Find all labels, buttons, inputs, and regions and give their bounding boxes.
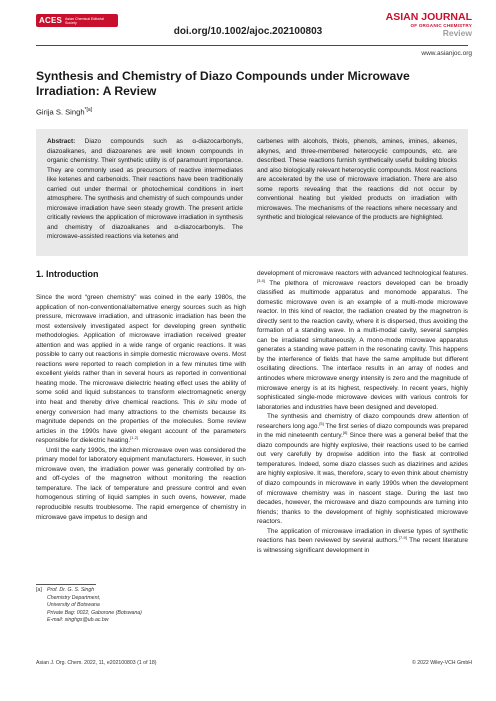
author-affiliation-mark: *[a] <box>84 107 93 113</box>
paragraph-text: Until the early 1990s, the kitchen microwave oven was considered the primary model for laboratory equipment manufacturers. However, in such microwave oven, the irradiation power was generally controlled by on- and off-cycles of the magnetron without monitoring the reaction temperature. The lack of temperature and pressure control and even homogenous stirring of liquid samples in such ovens, however, made reproducible results troublesome. The rapid emergence of chemistry in microwave gave impetus to design and <box>36 446 246 521</box>
abstract-text-left: Diazo compounds such as α-diazocarbonyls, diazoalkanes, and diazoarenes are well known compounds in organic chemistry. Their synthetic utility is of paramount importance. They are commonly used as precursors of reactive intermediates like ketenes and carbenoids. Their reactions have been traditionally carried out under thermal or photochemical conditions in inert atmosphere. The synthesis and chemistry of such compounds under microwave irradiation have seen steady growth. The present article critically reviews the application of microwave irradiation in synthesis and chemistry of diazoalkanes and α-diazocarbonyls. The microwave-assisted reactions via ketenes and <box>47 138 243 240</box>
journal-name: ASIAN JOURNAL <box>385 11 472 23</box>
doi-link[interactable]: doi.org/10.1002/ajoc.202100803 <box>173 26 323 37</box>
paragraph <box>257 269 468 412</box>
paragraph <box>257 527 468 556</box>
aces-logo-text: ACES <box>39 16 63 25</box>
aces-logo <box>36 14 118 27</box>
paragraph <box>36 293 246 446</box>
footnote-line: University of Botswana <box>47 602 100 609</box>
paragraph-text: The synthesis and chemistry of diazo compounds drew attention of researchers long ago. <box>257 413 468 430</box>
italic-term: in situ <box>198 399 218 407</box>
body-right-column <box>257 269 468 555</box>
paragraph <box>36 446 246 522</box>
citation-ref[interactable]: [7-9] <box>398 535 407 541</box>
citation-ref[interactable]: [3,4] <box>257 277 265 283</box>
paragraph-text: The plethora of microwave reactors developed can be broadly classified as multimode apparatus and monomode apparatus. The domestic microwave oven is an example of a multi-mode microwave reactor. In this kind of reactor, the radiation created by the magnetron is directly sent to the reaction cavity, where it is dispersed, thus avoiding the formation of a standing wave. In a multi-modal cavity, several samples can be irradiated simultaneously. A mono-mode microwave apparatus generates a standing wave pattern in the resonating cavity. This happens by the interference of fields that have the same amplitude but different oscillating directions. The interface results in an array of nodes and antinodes where microwave energy intensity is zero and the magnitude of microwave energy is at its highest, respectively. In recent years, highly sophisticated single-mode microwave devices with various controls for laboratories and industries have been designed and developed. <box>257 279 468 411</box>
paragraph-text: Since there was a general belief that the diazo compounds are highly explosive, their reactions used to be carried out very carefully by dropwise addition into the flask at controlled temperatures. Indeed, some diazo classes such as diazirines and azides are highly explosive. It was, therefore, scary to even think about chemistry of diazo compounds in microwave in early 1990s when the development of microwave chemistry was in nascent stage. During the last two decades, however, the microwave and diazo compounds are turning into friends; thanks to the development of highly sophisticated microwave reactors. <box>257 432 468 526</box>
citation-ref[interactable]: [5] <box>319 420 324 426</box>
author-line <box>36 107 92 117</box>
abstract-right-column <box>257 137 457 223</box>
footnote-rule <box>36 584 96 585</box>
article-type: Review <box>442 28 472 38</box>
citation-ref[interactable]: [6] <box>342 430 348 436</box>
author-name: Girija S. Singh <box>36 107 85 117</box>
journal-subname: OF ORGANIC CHEMISTRY <box>410 23 472 28</box>
page-footer-copyright: © 2022 Wiley-VCH GmbH <box>411 660 472 666</box>
journal-website-link[interactable]: www.asianjoc.org <box>421 50 472 57</box>
footnote-email[interactable]: E-mail: singhgs@ub.ac.bw <box>47 617 109 624</box>
abstract-box <box>36 129 468 256</box>
abstract-left-column <box>47 137 243 242</box>
paragraph-text: development of microwave reactors with advanced technological features. <box>257 270 468 277</box>
footnote-mark: [a] <box>36 587 42 593</box>
page-footer-citation: Asian J. Org. Chem. 2022, 11, e202100803 (1 of 18) <box>36 660 157 666</box>
section-heading: 1. Introduction <box>36 269 99 279</box>
paragraph-text: mode of energy conversion had many attractions to the chemists because its magnitude depends on the properties of the molecules. Some review articles in the 1990s have given elegant account of the parameters responsible for dielectric heating. <box>36 399 247 445</box>
citation-ref[interactable]: [1,2] <box>130 435 138 441</box>
footnote-line: Prof. Dr. G. S. Singh <box>47 587 95 593</box>
footnote-line: Private Bag: 0022, Gaborone (Botswana) <box>47 609 142 616</box>
paragraph <box>257 412 468 527</box>
body-left-column <box>36 293 246 522</box>
journal-logo <box>386 12 472 38</box>
abstract-label: Abstract: <box>47 138 76 145</box>
paragraph-text: The recent literature is witnessing significant development in <box>257 537 468 554</box>
header-rule <box>36 45 468 46</box>
footnote-line: Chemistry Department, <box>47 594 101 601</box>
paragraph-text: Since the word “green chemistry” was coined in the early 1980s, the application of non-conventional/alternative energy sources such as high pressure, microwave irradiation, and ultrasonic irradiation has been the most extensively investigated aspect for developing green synthetic methodologies. Application of microwave irradiation received greater attention and was applied in a wide range of organic reactions. It was possible to carry out reactions in simple domestic microwave ovens. Most reactions were reported to reach completion in a few minutes time with excellent yields rather than in several hours as reported in conventional heating mode. The microwave dielectric heating effect uses the ability of some solid and liquid substances to transform electromagnetic energy into heat and thereby drive chemical reactions. This <box>36 294 246 407</box>
article-title: Synthesis and Chemistry of Diazo Compounds under Microwave Irradiation: A Review <box>36 69 410 98</box>
abstract-text-right: carbenes with alcohols, thiols, phenols, amines, imines, alkenes, alkynes, and three-membered heterocyclic compounds, etc. are described. These reactions furnish synthetically useful building blocks and also biologically relevant heterocyclic compounds. Most reactions are accelerated by the use of microwave irradiation. There are also some reports revealing that the reactions did not occur by conventional heating but yielded products on irradiation with microwaves. The mechanisms of the reactions where necessary and synthetic and biological relevance of the products are highlighted. <box>257 138 457 221</box>
paragraph-text: The first series of diazo compounds was prepared in the mid nineteenth century. <box>257 422 468 440</box>
aces-logo-subtext: Asian Chemical Editorial Society <box>65 16 104 25</box>
paragraph-text: The application of microwave irradiation in diverse types of synthetic reactions has been reviewed by several authors. <box>257 527 468 545</box>
